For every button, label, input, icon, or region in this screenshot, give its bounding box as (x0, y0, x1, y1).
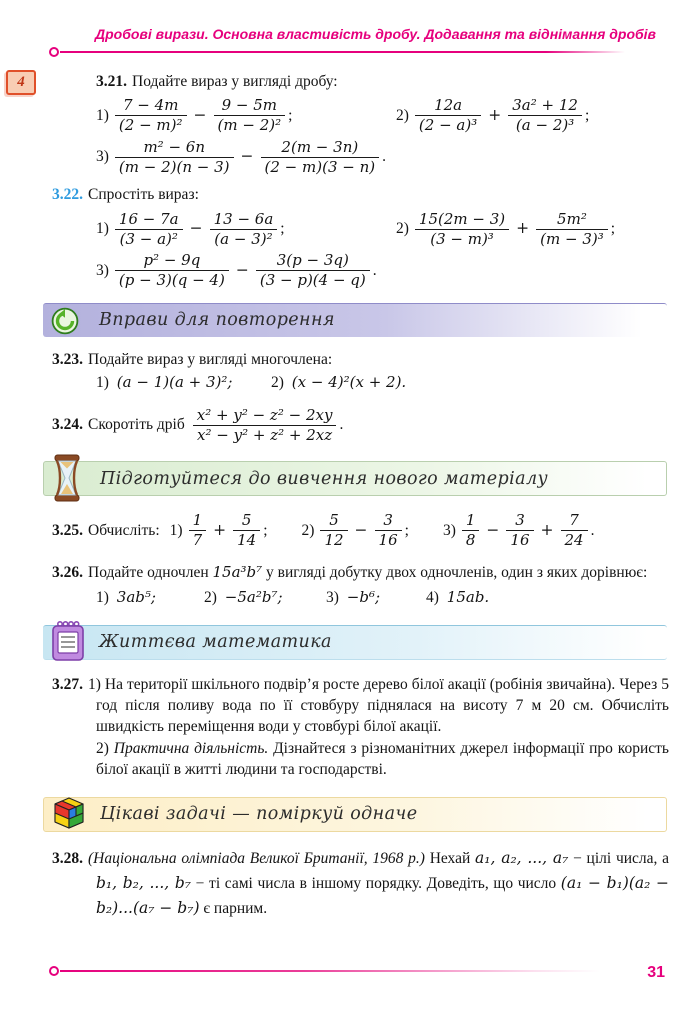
fraction (415, 97, 481, 134)
items-row (96, 372, 669, 393)
fraction (210, 211, 278, 248)
item-label: 1) (96, 106, 109, 124)
rubiks-cube-icon (52, 796, 86, 832)
item-1 (170, 512, 268, 549)
numerator: 3a² + 12 (508, 97, 582, 116)
item-label: 2) (301, 521, 315, 539)
problem-number: 3.24. (52, 416, 83, 434)
section-banner-review (43, 303, 667, 337)
item-label: 2) (96, 739, 109, 757)
numerator: 13 − 6a (210, 211, 278, 230)
denominator: (3 − m)³ (430, 229, 494, 248)
section-banner-life (43, 625, 667, 660)
denominator: (m − 2)² (217, 116, 282, 135)
banner-label: Цікаві задачі — поміркуй одначе (100, 804, 418, 824)
denominator: (p − 3)(q − 4) (118, 271, 225, 290)
problem-3-27 (52, 674, 669, 781)
refresh-icon (51, 307, 79, 335)
item-label: 1) (96, 374, 109, 392)
operator: + (213, 520, 227, 539)
denominator: 16 (510, 531, 530, 550)
fraction (115, 97, 187, 134)
fraction (233, 512, 260, 549)
numerator: 1 (462, 512, 480, 531)
math-row (96, 97, 669, 134)
math-row (96, 252, 669, 289)
math-row (96, 139, 669, 176)
punctuation: . (339, 416, 344, 434)
numerator: 15(2m − 3) (415, 211, 509, 230)
denominator: 14 (237, 531, 257, 550)
numerator: x² + y² − z² − 2xy (193, 407, 337, 426)
punctuation: ; (610, 220, 616, 238)
denominator: 12 (324, 531, 344, 550)
item-3 (96, 139, 396, 176)
numerator: 2(m − 3n) (261, 139, 380, 158)
problem-number: 3.21. (96, 72, 127, 90)
fraction (256, 252, 370, 289)
item-3 (443, 512, 595, 549)
page-content (0, 53, 695, 921)
fraction (462, 512, 480, 549)
expression: (a − 1)(a + 3)²; (116, 373, 233, 392)
numerator: 12a (415, 97, 481, 116)
numerator: 1 (189, 512, 207, 531)
denominator: x² − y² + z² + 2xz (197, 425, 333, 444)
fraction (320, 512, 347, 549)
denominator: 7 (192, 531, 203, 550)
section-banner-prepare (43, 461, 667, 496)
item-3 (96, 252, 396, 289)
item-label: 3) (442, 521, 456, 539)
math-row (96, 211, 669, 248)
denominator: (a − 2)³ (515, 116, 575, 135)
problem-text: − цілі числа, а (573, 849, 670, 867)
problem-3-24 (52, 407, 669, 444)
fraction (115, 252, 229, 289)
item-label: 3) (96, 262, 109, 280)
problem-number: 3.26. (52, 563, 83, 581)
fraction (115, 139, 234, 176)
punctuation: ; (404, 521, 409, 539)
fraction (214, 97, 286, 134)
item-2 (204, 587, 326, 608)
item-label: 2) (271, 374, 284, 392)
denominator: (2 − m)(3 − n) (264, 157, 376, 176)
item-label: 3) (96, 148, 109, 166)
fraction (561, 512, 588, 549)
punctuation: ; (288, 106, 293, 124)
item-1 (96, 372, 271, 393)
banner-label: Підготуйтеся до вивчення нового матеріалу (100, 468, 549, 489)
item-label: 2) (396, 220, 409, 238)
problem-number: 3.25. (52, 521, 83, 539)
problem-number: 3.28. (52, 849, 83, 867)
numerator: 7 (561, 512, 588, 531)
problem-title: Подайте вираз у вигляді многочлена: (88, 351, 333, 369)
denominator: (m − 2)(n − 3) (118, 157, 230, 176)
fraction (193, 407, 337, 444)
problem-3-21 (17, 71, 669, 176)
operator: − (193, 105, 207, 124)
problem-number: 3.22. (52, 186, 83, 204)
problem-title: Спростіть вираз: (88, 186, 199, 204)
numerator: 9 − 5m (214, 97, 286, 116)
denominator: 24 (564, 531, 584, 550)
denominator: (2 − a)³ (418, 116, 478, 135)
operator: + (540, 520, 554, 539)
fraction (261, 139, 380, 176)
variables-a: a₁, a₂, ..., a₇ (475, 848, 569, 867)
operator: + (488, 105, 502, 124)
problem-3-25 (52, 512, 669, 549)
item-2 (271, 372, 406, 393)
operator: − (235, 261, 249, 280)
item-2 (302, 512, 409, 549)
item-1 (96, 97, 396, 134)
fraction (508, 97, 582, 134)
item-label: 4) (426, 589, 439, 607)
numerator: 5 (320, 512, 347, 531)
denominator: 16 (378, 531, 398, 550)
fraction (375, 512, 402, 549)
fraction (189, 512, 207, 549)
item-4 (426, 587, 489, 608)
denominator: (2 − m)² (118, 116, 183, 135)
olympiad-source: (Національна олімпіада Великої Британії, 1968 р.) (88, 849, 425, 867)
banner-label: Життєва математика (99, 632, 332, 653)
banner-label: Вправи для повторення (99, 310, 335, 331)
item-2 (396, 97, 589, 134)
item-2 (396, 211, 615, 248)
item-label: 2) (204, 589, 217, 607)
problem-3-22 (52, 184, 669, 289)
denominator: (3 − a)² (119, 229, 178, 248)
operator: − (189, 219, 203, 238)
numerator: 16 − 7a (115, 211, 183, 230)
item-label: 1) (96, 589, 109, 607)
product-expression: (a₁ − b₁)(a₂ − b₂)...(a₇ − b₇) (96, 873, 670, 917)
notepad-icon (51, 620, 85, 662)
running-head: Дробові вирази. Основна властивість дробу. Додавання та віднімання дробів (94, 26, 657, 42)
numerator: 5 (233, 512, 260, 531)
problem-3-26 (52, 562, 669, 609)
fraction (536, 211, 608, 248)
operator: + (516, 219, 530, 238)
item-label: 1) (169, 521, 183, 539)
footer-rule-circle-icon (49, 966, 59, 976)
denominator: (3 − p)(4 − q) (259, 271, 366, 290)
denominator: (m − 3)³ (540, 229, 604, 248)
variables-b: b₁, b₂, ..., b₇ (96, 873, 192, 892)
operator: − (486, 520, 500, 539)
numerator: m² − 6n (115, 139, 234, 158)
unit-4-badge: 4 (6, 70, 36, 95)
punctuation: ; (280, 220, 285, 238)
punctuation: ; (584, 106, 590, 124)
hourglass-icon (52, 454, 82, 502)
item-3 (326, 587, 426, 608)
numerator: 5m² (536, 211, 608, 230)
problem-number: 3.27. (52, 675, 83, 693)
header-rule-circle-icon (49, 47, 59, 57)
item-1 (96, 587, 204, 608)
problem-number: 3.23. (52, 351, 83, 369)
problem-part-2 (96, 738, 669, 781)
item-label: 3) (326, 589, 339, 607)
practical-activity-label: Практична діяльність. (113, 739, 269, 757)
problem-text: Нехай (429, 849, 471, 867)
problem-text: Подайте одночлен (88, 563, 209, 581)
punctuation: . (590, 521, 595, 539)
expression: −5a²b⁷; (224, 588, 283, 607)
punctuation: . (382, 148, 386, 166)
section-banner-fun (43, 797, 667, 832)
operator: − (240, 147, 254, 166)
numerator: 3(p − 3q) (256, 252, 370, 271)
punctuation: ; (263, 521, 268, 539)
expression: (x − 4)²(x + 2). (291, 373, 407, 392)
problem-lead: Скоротіть дріб (88, 416, 185, 434)
item-1 (96, 211, 396, 248)
problem-lead: Обчисліть: (88, 521, 160, 539)
numerator: 3 (375, 512, 402, 531)
page-number: 31 (647, 964, 665, 981)
problem-3-28 (52, 846, 669, 921)
punctuation: . (372, 262, 377, 280)
fraction (415, 211, 509, 248)
fraction (115, 211, 183, 248)
problem-text: є парним. (203, 899, 268, 917)
item-label: 1) (96, 220, 109, 238)
header-rule (60, 51, 625, 53)
numerator: 7 − 4m (115, 97, 187, 116)
denominator: (a − 3)² (214, 229, 273, 248)
footer-rule (60, 970, 600, 972)
expression: 15ab. (446, 588, 490, 607)
numerator: p² − 9q (115, 252, 229, 271)
items-row (96, 587, 669, 608)
problem-text: − ті самі числа в іншому порядку. Доведіть, що число (195, 874, 557, 892)
monomial: 15a³b⁷ (212, 562, 263, 581)
numerator: 3 (506, 512, 533, 531)
problem-text: у вигляді добутку двох одночленів, один з яких дорівнює: (266, 563, 648, 581)
expression: −b⁶; (346, 588, 381, 607)
problem-3-23 (52, 349, 669, 394)
problem-title: Подайте вираз у вигляді дробу: (132, 72, 338, 90)
problem-text: Дізнайтеся з різноманітних джерел інформації про користь білої акації в житті людини та господарстві. (96, 739, 670, 779)
operator: − (354, 520, 368, 539)
fraction (506, 512, 533, 549)
expression: 3ab⁵; (116, 588, 156, 607)
item-label: 2) (396, 106, 409, 124)
problem-part-1: 1) На території шкільного подвір’я росте дерево білої акації (робінія звичайна). Через 5 год після поливу вода по її стовбуру піднялася на висоту 7 м 20 см. Обчисліть швидкість переміщення води у стовбурі білої акації. (88, 675, 669, 736)
denominator: 8 (465, 531, 476, 550)
